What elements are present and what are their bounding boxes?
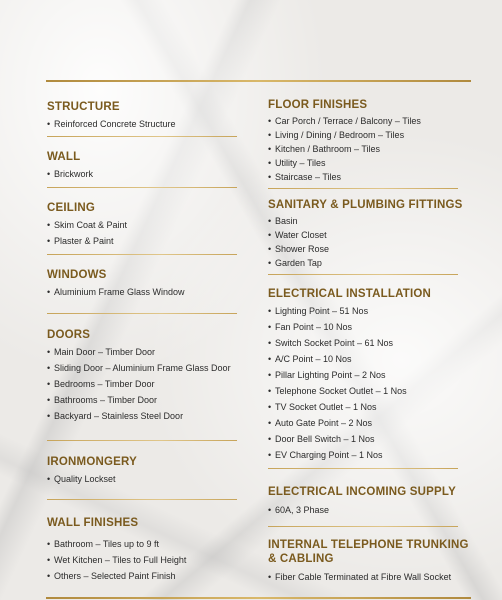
list-item: • Backyard – Stainless Steel Door — [47, 411, 184, 421]
list-item: • Garden Tap — [268, 258, 322, 268]
list-item: • Kitchen / Bathroom – Tiles — [268, 144, 381, 154]
section-telephone-trunking — [268, 538, 469, 585]
section-divider — [268, 526, 458, 527]
list-item: • Pillar Lighting Point – 2 Nos — [268, 370, 386, 380]
list-item: • Plaster & Paint — [47, 236, 114, 246]
list-item: • Telephone Socket Outlet – 1 Nos — [268, 386, 407, 396]
section-ceiling — [47, 201, 127, 249]
list-item: • Car Porch / Terrace / Balcony – Tiles — [268, 116, 421, 126]
list-item: • Door Bell Switch – 1 Nos — [268, 434, 375, 444]
bottom-gold-rule — [46, 597, 471, 599]
section-title: CEILING — [47, 202, 96, 214]
list-item: • Water Closet — [268, 230, 327, 240]
section-title: FLOOR FINISHES — [268, 99, 368, 111]
section-divider — [47, 136, 237, 137]
section-divider — [47, 254, 237, 255]
section-title: & CABLING — [268, 553, 334, 565]
section-title: STRUCTURE — [47, 101, 120, 113]
section-wall-finishes — [47, 516, 186, 584]
section-doors — [47, 328, 231, 424]
section-wall — [47, 150, 93, 182]
section-divider — [268, 188, 458, 189]
section-electrical-installation — [268, 287, 431, 463]
list-item: • Lighting Point – 51 Nos — [268, 306, 369, 316]
list-item: • EV Charging Point – 1 Nos — [268, 450, 383, 460]
list-item: • Skim Coat & Paint — [47, 220, 128, 230]
section-title: DOORS — [47, 329, 91, 341]
list-item: • 60A, 3 Phase — [268, 505, 330, 515]
section-divider — [47, 313, 237, 314]
section-floor-finishes — [268, 98, 421, 184]
list-item: • Utility – Tiles — [268, 158, 326, 168]
list-item: • Bathrooms – Timber Door — [47, 395, 158, 405]
list-item: • TV Socket Outlet – 1 Nos — [268, 402, 377, 412]
section-divider — [268, 274, 458, 275]
section-divider — [268, 468, 458, 469]
list-item: • Reinforced Concrete Structure — [47, 119, 176, 129]
section-title: ELECTRICAL INCOMING SUPPLY — [268, 486, 456, 498]
section-divider — [47, 440, 237, 441]
list-item: • Brickwork — [47, 169, 94, 179]
section-electrical-supply — [268, 485, 456, 518]
section-title: SANITARY & PLUMBING FITTINGS — [268, 199, 463, 211]
section-title: WALL FINISHES — [47, 517, 139, 529]
list-item: • Others – Selected Paint Finish — [47, 571, 176, 581]
section-sanitary — [268, 198, 463, 270]
section-windows — [47, 268, 185, 300]
section-title: INTERNAL TELEPHONE TRUNKING — [268, 539, 469, 551]
list-item: • Switch Socket Point – 61 Nos — [268, 338, 394, 348]
list-item: • Bedrooms – Timber Door — [47, 379, 155, 389]
section-title: ELECTRICAL INSTALLATION — [268, 288, 432, 300]
list-item: • Wet Kitchen – Tiles to Full Height — [47, 555, 187, 565]
list-item: • Fan Point – 10 Nos — [268, 322, 353, 332]
section-title: WALL — [47, 151, 81, 163]
section-title: WINDOWS — [47, 269, 107, 281]
list-item: • Bathroom – Tiles up to 9 ft — [47, 539, 160, 549]
list-item: • Shower Rose — [268, 244, 330, 254]
section-structure — [47, 100, 176, 132]
section-divider — [47, 187, 237, 188]
list-item: • Auto Gate Point – 2 Nos — [268, 418, 373, 428]
list-item: • Living / Dining / Bedroom – Tiles — [268, 130, 405, 140]
section-divider — [47, 499, 237, 500]
list-item: • Fiber Cable Terminated at Fibre Wall Socket — [268, 572, 452, 582]
top-gold-rule — [46, 80, 471, 82]
section-ironmongery — [47, 455, 137, 487]
list-item: • A/C Point – 10 Nos — [268, 354, 352, 364]
list-item: • Sliding Door – Aluminium Frame Glass Door — [47, 363, 231, 373]
list-item: • Quality Lockset — [47, 474, 116, 484]
list-item: • Staircase – Tiles — [268, 172, 342, 182]
list-item: • Basin — [268, 216, 298, 226]
list-item: • Aluminium Frame Glass Window — [47, 287, 185, 297]
section-title: IRONMONGERY — [47, 456, 137, 468]
list-item: • Main Door – Timber Door — [47, 347, 156, 357]
